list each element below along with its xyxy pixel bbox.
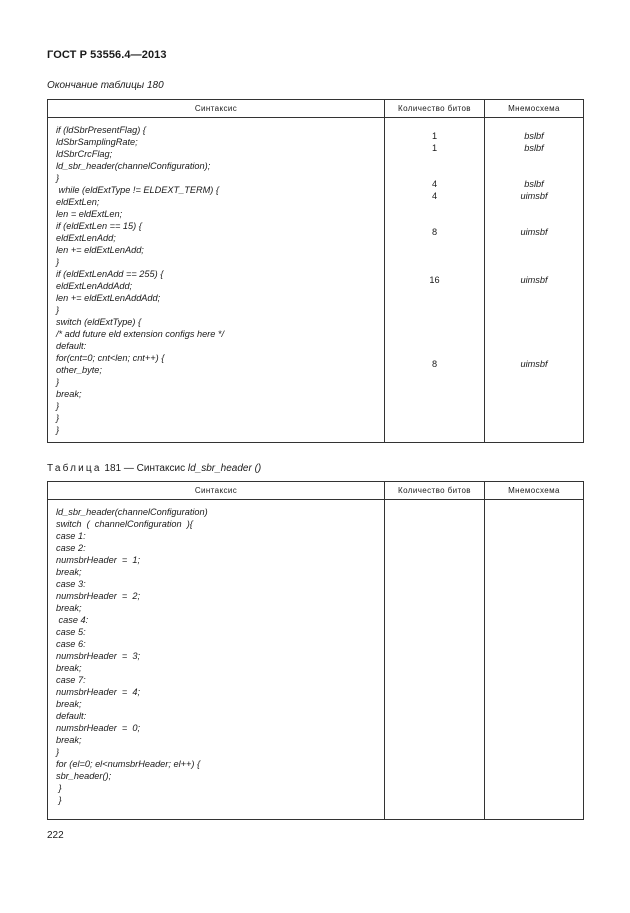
mnemonic-value bbox=[485, 238, 583, 250]
bits-value bbox=[385, 394, 484, 406]
bits-value bbox=[385, 202, 484, 214]
code-line: len += eldExtLenAdd; bbox=[56, 245, 144, 255]
mnemonic-cell bbox=[485, 118, 584, 443]
code-line: while (eldExtType != ELDEXT_TERM) { bbox=[56, 185, 219, 195]
code-line: } bbox=[56, 377, 60, 387]
bits-value bbox=[385, 118, 484, 130]
caption-prefix: Таблица bbox=[47, 463, 102, 474]
bits-value: 16 bbox=[429, 275, 440, 285]
mnemonic-value: uimsbf bbox=[520, 359, 548, 369]
bits-value: 4 bbox=[431, 191, 438, 201]
mnemonic-value bbox=[485, 118, 583, 130]
bits-value bbox=[385, 166, 484, 178]
code-line: default: bbox=[56, 711, 87, 721]
code-line: ld_sbr_header(channelConfiguration) bbox=[56, 507, 208, 517]
code-line: if (ldSbrPresentFlag) { bbox=[56, 125, 146, 135]
table-180 bbox=[47, 99, 584, 443]
code-line: numsbrHeader = 3; bbox=[56, 651, 141, 661]
bits-value bbox=[385, 346, 484, 358]
mnemonic-value bbox=[485, 262, 583, 274]
code-line: other_byte; bbox=[56, 365, 102, 375]
code-line: } bbox=[56, 783, 62, 793]
code-line: case 5: bbox=[56, 627, 86, 637]
mnemonic-value bbox=[485, 214, 583, 226]
code-line: break; bbox=[56, 567, 82, 577]
bits-value: 1 bbox=[431, 131, 438, 141]
code-line: } bbox=[56, 173, 60, 183]
table-181-caption bbox=[47, 463, 261, 474]
column-header-mnemonic: Мнемосхема bbox=[485, 482, 584, 500]
code-line: switch (eldExtType) { bbox=[56, 317, 142, 327]
code-line: numsbrHeader = 4; bbox=[56, 687, 141, 697]
column-header-syntax: Синтаксис bbox=[48, 100, 385, 118]
mnemonic-value bbox=[485, 310, 583, 322]
bits-value bbox=[385, 286, 484, 298]
mnemonic-value bbox=[485, 322, 583, 334]
code-line: sbr_header(); bbox=[56, 771, 112, 781]
code-line: numsbrHeader = 0; bbox=[56, 723, 141, 733]
bits-value bbox=[385, 370, 484, 382]
code-line: eldExtLenAddAdd; bbox=[56, 281, 133, 291]
code-line: break; bbox=[56, 389, 82, 399]
bits-value bbox=[385, 238, 484, 250]
mnemonic-value bbox=[485, 418, 583, 430]
code-line: default: bbox=[56, 341, 87, 351]
code-line: eldExtLenAdd; bbox=[56, 233, 116, 243]
code-line: for(cnt=0; cnt<len; cnt++) { bbox=[56, 353, 165, 363]
code-line: } bbox=[56, 747, 60, 757]
code-line: len += eldExtLenAddAdd; bbox=[56, 293, 161, 303]
code-line: case 7: bbox=[56, 675, 86, 685]
bits-value: 4 bbox=[431, 179, 438, 189]
mnemonic-value: uimsbf bbox=[520, 275, 548, 285]
mnemonic-value bbox=[485, 250, 583, 262]
code-line: break; bbox=[56, 699, 82, 709]
mnemonic-value bbox=[485, 202, 583, 214]
code-line: numsbrHeader = 2; bbox=[56, 591, 141, 601]
code-line: case 4: bbox=[56, 615, 89, 625]
column-header-bits: Количество битов bbox=[385, 482, 485, 500]
mnemonic-value: bslbf bbox=[524, 143, 544, 153]
bits-value bbox=[385, 322, 484, 334]
syntax-cell bbox=[48, 500, 385, 820]
column-header-mnemonic: Мнемосхема bbox=[485, 100, 584, 118]
caption-function-name: ld_sbr_header () bbox=[187, 463, 262, 474]
bits-value bbox=[385, 154, 484, 166]
code-line: } bbox=[56, 401, 60, 411]
bits-value bbox=[385, 298, 484, 310]
bits-value bbox=[385, 310, 484, 322]
code-line: } bbox=[56, 425, 60, 435]
code-line: len = eldExtLen; bbox=[56, 209, 123, 219]
code-line: ldSbrSamplingRate; bbox=[56, 137, 138, 147]
code-line: switch ( channelConfiguration ){ bbox=[56, 519, 193, 529]
mnemonic-value bbox=[485, 406, 583, 418]
code-line: } bbox=[56, 257, 60, 267]
code-line: eldExtLen; bbox=[56, 197, 100, 207]
code-line: break; bbox=[56, 735, 82, 745]
page-number: 222 bbox=[47, 830, 64, 841]
code-line: numsbrHeader = 1; bbox=[56, 555, 141, 565]
code-line: } bbox=[56, 795, 62, 805]
mnemonic-value bbox=[485, 154, 583, 166]
bits-value bbox=[385, 406, 484, 418]
code-line: ldSbrCrcFlag; bbox=[56, 149, 113, 159]
column-header-bits: Количество битов bbox=[385, 100, 485, 118]
document-header: ГОСТ Р 53556.4—2013 bbox=[47, 49, 167, 61]
code-line: break; bbox=[56, 663, 82, 673]
mnemonic-value: bslbf bbox=[524, 179, 544, 189]
bits-cell bbox=[385, 118, 485, 443]
mnemonic-cell bbox=[485, 500, 584, 820]
mnemonic-value: uimsbf bbox=[520, 227, 548, 237]
bits-value bbox=[385, 334, 484, 346]
mnemonic-value bbox=[485, 370, 583, 382]
bits-value: 8 bbox=[431, 359, 438, 369]
mnemonic-value bbox=[485, 334, 583, 346]
code-line: } bbox=[56, 305, 60, 315]
bits-value bbox=[385, 418, 484, 430]
code-line: case 2: bbox=[56, 543, 86, 553]
code-line: if (eldExtLen == 15) { bbox=[56, 221, 142, 231]
bits-value bbox=[385, 214, 484, 226]
code-line: ld_sbr_header(channelConfiguration); bbox=[56, 161, 211, 171]
caption-number: 181 — Синтаксис bbox=[104, 463, 186, 474]
mnemonic-value bbox=[485, 298, 583, 310]
mnemonic-value bbox=[485, 346, 583, 358]
code-line: } bbox=[56, 413, 60, 423]
code-line: for (el=0; el<numsbrHeader; el++) { bbox=[56, 759, 201, 769]
table-181 bbox=[47, 481, 584, 820]
code-line: break; bbox=[56, 603, 82, 613]
bits-value bbox=[385, 262, 484, 274]
mnemonic-value bbox=[485, 286, 583, 298]
mnemonic-value bbox=[485, 394, 583, 406]
mnemonic-value: bslbf bbox=[524, 131, 544, 141]
bits-value: 1 bbox=[431, 143, 438, 153]
code-line: /* add future eld extension configs here */ bbox=[56, 329, 225, 339]
code-line: case 3: bbox=[56, 579, 86, 589]
bits-value bbox=[385, 250, 484, 262]
table-180-caption: Окончание таблицы 180 bbox=[47, 80, 164, 91]
bits-cell bbox=[385, 500, 485, 820]
bits-value: 8 bbox=[431, 227, 438, 237]
column-header-syntax: Синтаксис bbox=[48, 482, 385, 500]
code-line: case 1: bbox=[56, 531, 86, 541]
mnemonic-value bbox=[485, 382, 583, 394]
syntax-cell bbox=[48, 118, 385, 443]
code-line: if (eldExtLenAdd == 255) { bbox=[56, 269, 164, 279]
code-line: case 6: bbox=[56, 639, 86, 649]
mnemonic-value bbox=[485, 166, 583, 178]
mnemonic-value: uimsbf bbox=[520, 191, 548, 201]
bits-value bbox=[385, 382, 484, 394]
